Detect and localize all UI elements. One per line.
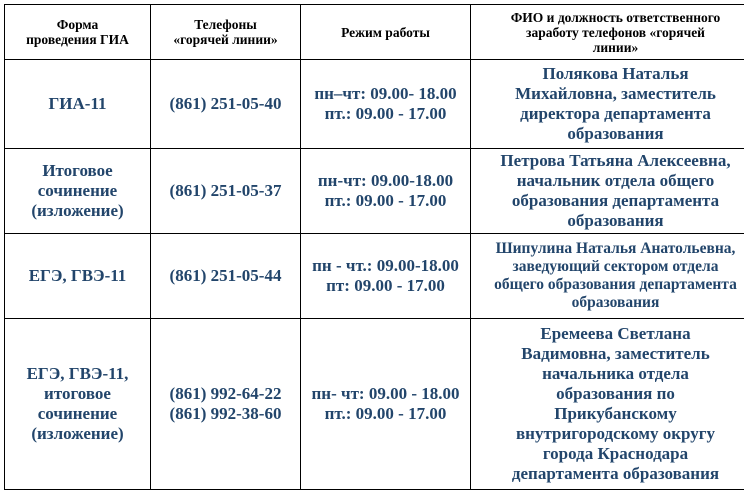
cell-person: Еремеева Светлана Вадимовна, заместитель начальника отдела образования по Прикубанскому внутригородскому округу города Краснодара департамента образования [471,319,744,490]
table-row [5,234,744,319]
table-row [5,319,744,490]
header-hours: Режим работы [301,5,471,60]
table-row [5,60,744,149]
cell-phones: (861) 251-05-37 [151,149,301,234]
header-person: ФИО и должность ответственного заработу телефонов «горячей линии» [471,5,744,60]
cell-phones: (861) 251-05-44 [151,234,301,319]
cell-form: Итоговое сочинение (изложение) [5,149,151,234]
header-form: Форма проведения ГИА [5,5,151,60]
hotline-table [4,4,744,490]
cell-form: ГИА-11 [5,60,151,149]
header-phones: Телефоны «горячей линии» [151,5,301,60]
cell-person: Шипулина Наталья Анатольевна, заведующий сектором отдела общего образования департамента образования [471,234,744,319]
cell-form: ЕГЭ, ГВЭ-11 [5,234,151,319]
table-header-row [5,5,744,60]
table-row [5,149,744,234]
cell-hours: пн- чт: 09.00 - 18.00 пт.: 09.00 - 17.00 [301,319,471,490]
cell-phones: (861) 992-64-22 (861) 992-38-60 [151,319,301,490]
cell-hours: пн - чт.: 09.00-18.00 пт: 09.00 - 17.00 [301,234,471,319]
cell-person: Петрова Татьяна Алексеевна, начальник отдела общего образования департамента образования [471,149,744,234]
cell-form: ЕГЭ, ГВЭ-11, итоговое сочинение (изложение) [5,319,151,490]
cell-person: Полякова Наталья Михайловна, заместитель директора департамента образования [471,60,744,149]
cell-phones: (861) 251-05-40 [151,60,301,149]
cell-hours: пн–чт: 09.00- 18.00 пт.: 09.00 - 17.00 [301,60,471,149]
cell-hours: пн-чт: 09.00-18.00 пт.: 09.00 - 17.00 [301,149,471,234]
